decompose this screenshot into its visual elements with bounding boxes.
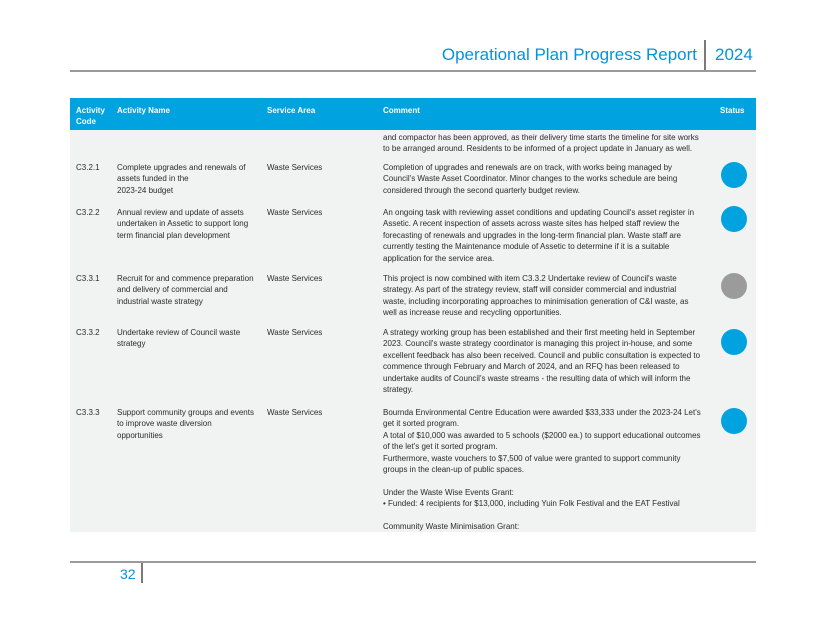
- activity-comment: [383, 162, 728, 196]
- progress-table: [70, 98, 756, 532]
- comment-line: Assetic. A recent inspection of assets across waste sites has helped staff review the: [383, 219, 680, 229]
- activity-name-line: Recruit for and commence preparation: [117, 274, 254, 283]
- comment-line: currently testing the Maintenance module of Assetic to determine if it is a suitable: [383, 242, 670, 252]
- comment-line: groups in the clean-up of public spaces.: [383, 465, 524, 475]
- comment-line: This project is now combined with item C3.3.2 Undertake review of Council's waste: [383, 274, 677, 283]
- comment-line: and compactor has been approved, as their delivery time starts the timeline for site works: [383, 133, 699, 142]
- service-area: Waste Services: [267, 163, 323, 172]
- activity-name-line: Complete upgrades and renewals of: [117, 163, 246, 172]
- activity-name-line: term financial plan development: [117, 230, 230, 240]
- activity-name-line: assets funded in the: [117, 174, 189, 184]
- activity-name-line: and delivery of commercial and: [117, 285, 228, 295]
- activity-code: C3.3.1: [76, 274, 100, 283]
- activity-name: [117, 327, 265, 350]
- status-on-track-icon: [721, 162, 747, 188]
- service-area: Waste Services: [267, 408, 323, 417]
- col-header-comment: Comment: [383, 106, 420, 115]
- comment-line: to be arranged around. Residents to be informed of a project update in January as well.: [383, 144, 693, 154]
- comment-line: • Funded: 4 recipients for $13,000, including Yuin Folk Festival and the EAT Festival: [383, 499, 680, 509]
- comment-line: of the let's get it sorted program.: [383, 442, 498, 452]
- report-year: 2024: [715, 45, 753, 64]
- activity-code: C3.2.1: [76, 163, 100, 172]
- activity-name-line: strategy: [117, 339, 146, 349]
- comment-line: get it sorted program.: [383, 419, 460, 429]
- comment-line: Community Waste Minimisation Grant:: [383, 522, 520, 532]
- report-title: Operational Plan Progress Report: [441, 45, 697, 64]
- activity-code: C3.3.3: [76, 408, 100, 417]
- comment-line: A strategy working group has been established and their first meeting held in September: [383, 328, 696, 337]
- activity-name: [117, 273, 265, 307]
- page-number: 32: [120, 566, 136, 582]
- comment-line: [383, 475, 728, 486]
- status-grey-icon: [721, 273, 747, 299]
- comment-line: considered through the second quarterly budget review.: [383, 185, 581, 195]
- activity-code: C3.2.2: [76, 208, 100, 217]
- page-number-divider: [141, 563, 143, 583]
- comment-line: Furthermore, waste vouchers to $7,500 of value were granted to support community: [383, 453, 681, 463]
- status-on-track-icon: [721, 408, 747, 434]
- continuation-comment: [383, 132, 728, 155]
- comment-line: excellent feedback has also been received. Council and public consultation is expected to: [383, 350, 701, 360]
- comment-line: forecasting of renewals and upgrades in the long-term financial plan. Waste staff are: [383, 230, 681, 240]
- col-header-status: Status: [720, 106, 745, 115]
- comment-line: undertake audits of Council's waste streams - the resulting data of which will inform the: [383, 373, 691, 383]
- activity-name: [117, 407, 265, 441]
- comment-line: Bournda Environmental Centre Education were awarded $33,333 under the 2023-24 Let's: [383, 408, 701, 417]
- col-header-name: Activity Name: [117, 106, 170, 115]
- comment-line: Completion of upgrades and renewals are on track, with works being managed by: [383, 163, 673, 172]
- status-on-track-icon: [721, 329, 747, 355]
- activity-name: [117, 162, 265, 196]
- activity-comment: [383, 207, 728, 264]
- col-header-code: Activity Code: [76, 106, 105, 126]
- status-on-track-icon: [721, 206, 747, 232]
- comment-line: A total of $10,000 was awarded to 5 schools ($2000 ea.) to support educational outcomes: [383, 430, 701, 440]
- comment-line: well as increase reuse and recycling opportunities.: [383, 308, 562, 318]
- service-area: Waste Services: [267, 274, 323, 283]
- activity-code: C3.3.2: [76, 328, 100, 337]
- service-area: Waste Services: [267, 328, 323, 337]
- activity-name-line: opportunities: [117, 430, 163, 440]
- comment-line: [383, 510, 728, 521]
- activity-name-line: industrial waste strategy: [117, 296, 203, 306]
- comment-line: waste, including incorporating approaches to minimisation generation of C&I waste, as: [383, 296, 689, 306]
- comment-line: application for the service area.: [383, 253, 495, 263]
- comment-line: 2023. Council's waste strategy coordinator is managing this project in-house, and some: [383, 339, 693, 349]
- service-area: Waste Services: [267, 208, 323, 217]
- comment-line: commence through February and March of 2024, and an RFQ has been released to: [383, 362, 680, 372]
- header-divider: [704, 40, 706, 71]
- activity-comment: [383, 407, 728, 532]
- activity-name-line: Annual review and update of assets: [117, 208, 244, 217]
- comment-line: Council's Waste Asset Coordinator. Minor changes to the works schedule are being: [383, 174, 678, 184]
- activity-name-line: Support community groups and events: [117, 408, 254, 417]
- comment-line: strategy.: [383, 385, 414, 395]
- activity-name-line: 2023-24 budget: [117, 185, 174, 195]
- col-header-area: Service Area: [267, 106, 316, 115]
- activity-comment: [383, 327, 728, 395]
- comment-line: An ongoing task with reviewing asset conditions and updating Council's asset register in: [383, 208, 695, 217]
- header-rule: [70, 70, 756, 72]
- comment-line: strategy. As part of the strategy review, staff will consider commercial and industrial: [383, 285, 677, 295]
- footer-rule: [70, 561, 756, 563]
- activity-name: [117, 207, 265, 241]
- comment-line: Under the Waste Wise Events Grant:: [383, 487, 514, 497]
- table-body: [70, 130, 756, 532]
- table-header: [70, 98, 756, 130]
- activity-name-line: to improve waste diversion: [117, 419, 212, 429]
- activity-name-line: Undertake review of Council waste: [117, 328, 241, 337]
- activity-name-line: undertaken in Assetic to support long: [117, 219, 249, 229]
- activity-comment: [383, 273, 728, 319]
